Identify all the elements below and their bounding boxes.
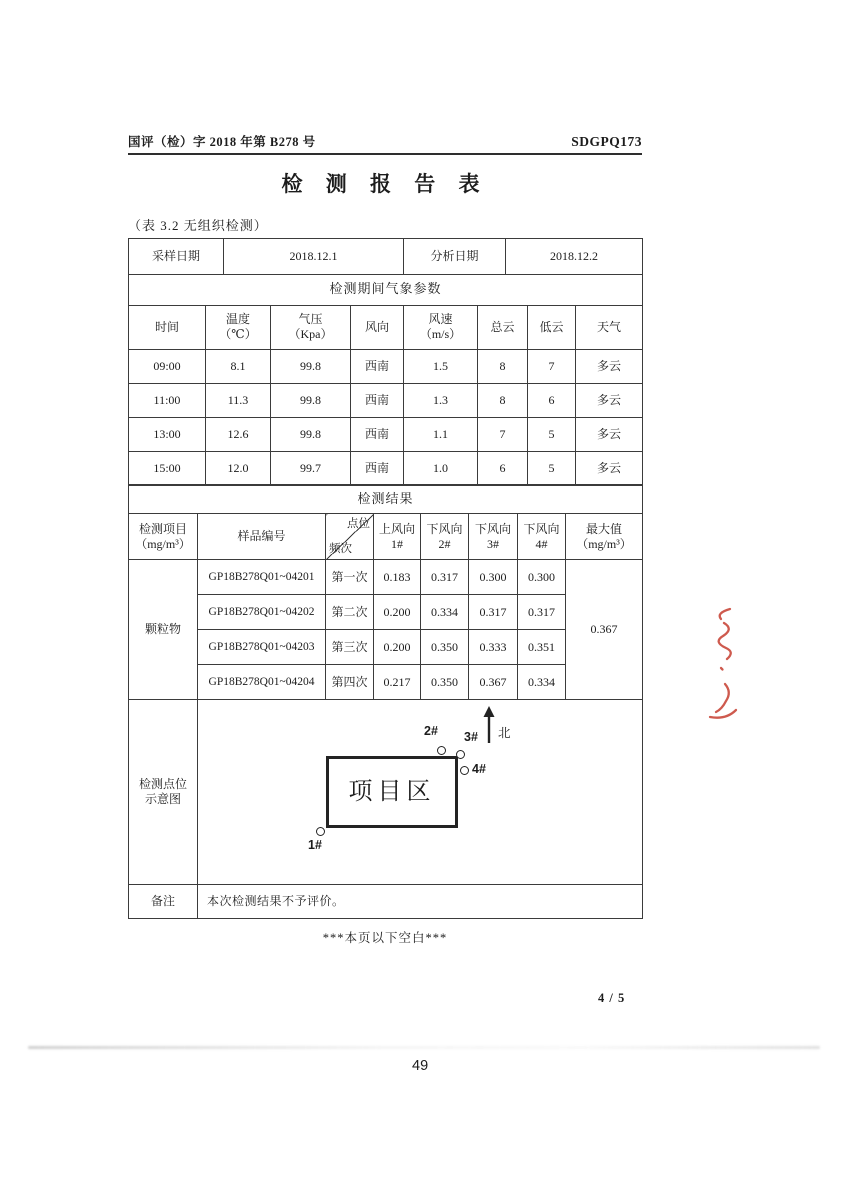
- weather-cell: 1.5: [404, 349, 478, 383]
- remark-label: 备注: [129, 885, 198, 919]
- sample-id: GP18B278Q01~04201: [198, 560, 326, 595]
- weather-cell: 多云: [576, 349, 643, 383]
- result-row: [129, 665, 643, 700]
- weather-cell: 8: [478, 349, 528, 383]
- col-header-pressure: 气压 （Kpa）: [271, 305, 351, 349]
- weather-cell: 西南: [351, 383, 404, 417]
- remark-text: 本次检测结果不予评价。: [198, 885, 643, 919]
- dates-table: [128, 238, 643, 275]
- col-header-max-value: 最大值 （mg/m³）: [566, 514, 643, 560]
- weather-row: [129, 417, 643, 451]
- sample-id: GP18B278Q01~04203: [198, 630, 326, 665]
- value-cell: 0.350: [421, 630, 469, 665]
- weather-cell: 1.1: [404, 417, 478, 451]
- result-row: [129, 630, 643, 665]
- col-header-item: 检测项目 （mg/m³）: [129, 514, 198, 560]
- monitoring-points-diagram: [198, 700, 643, 885]
- weather-cell: 99.8: [271, 349, 351, 383]
- item-name: 颗粒物: [129, 560, 198, 700]
- scan-shadow-line: [28, 1046, 820, 1049]
- blank-below-note: ***本页以下空白***: [322, 931, 448, 945]
- value-cell: 0.317: [421, 560, 469, 595]
- point-3-marker: [456, 750, 465, 759]
- sampling-date-value: 2018.12.1: [224, 239, 404, 275]
- point-4-label: 4#: [472, 762, 486, 776]
- sheet-page-indicator: 4 / 5: [598, 991, 626, 1005]
- point-1-marker: [316, 827, 325, 836]
- weather-cell: 西南: [351, 417, 404, 451]
- weather-cell: 6: [478, 451, 528, 485]
- analysis-date-label: 分析日期: [404, 239, 506, 275]
- col-header-total-cloud: 总云: [478, 305, 528, 349]
- value-cell: 0.200: [374, 595, 421, 630]
- result-row: [129, 595, 643, 630]
- sample-id: GP18B278Q01~04202: [198, 595, 326, 630]
- weather-cell: 09:00: [129, 349, 206, 383]
- value-cell: 0.300: [469, 560, 518, 595]
- analysis-date-value: 2018.12.2: [506, 239, 643, 275]
- value-cell: 0.300: [518, 560, 566, 595]
- col-header-low-cloud: 低云: [528, 305, 576, 349]
- project-area-box: [326, 756, 458, 828]
- sampling-date-label: 采样日期: [129, 239, 224, 275]
- weather-row: [129, 451, 643, 485]
- results-table: [128, 484, 643, 919]
- doc-code: SDGPQ173: [571, 134, 642, 149]
- value-cell: 0.317: [469, 595, 518, 630]
- weather-cell: 多云: [576, 451, 643, 485]
- weather-cell: 5: [528, 417, 576, 451]
- weather-cell: 多云: [576, 417, 643, 451]
- value-cell: 0.334: [421, 595, 469, 630]
- frequency: 第四次: [326, 665, 374, 700]
- col-header-point-frequency: [326, 514, 374, 560]
- col-header-downwind-2: 下风向 2#: [421, 514, 469, 560]
- weather-cell: 99.7: [271, 451, 351, 485]
- weather-cell: 5: [528, 451, 576, 485]
- handwritten-red-mark-icon: [700, 604, 746, 730]
- weather-cell: 6: [528, 383, 576, 417]
- weather-cell: 15:00: [129, 451, 206, 485]
- weather-cell: 多云: [576, 383, 643, 417]
- value-cell: 0.333: [469, 630, 518, 665]
- page-title: 检 测 报 告 表: [281, 172, 489, 196]
- value-cell: 0.200: [374, 630, 421, 665]
- weather-cell: 99.8: [271, 417, 351, 451]
- doc-number: 国评（检）字 2018 年第 B278 号: [128, 135, 316, 149]
- max-value: 0.367: [566, 560, 643, 700]
- col-header-upwind-1: 上风向 1#: [374, 514, 421, 560]
- weather-cell: 13:00: [129, 417, 206, 451]
- weather-cell: 8: [478, 383, 528, 417]
- point-4-marker: [460, 766, 469, 775]
- project-area-label: 项目区: [348, 779, 436, 805]
- point-2-marker: [437, 746, 446, 755]
- page-number: 49: [412, 1058, 429, 1074]
- value-cell: 0.183: [374, 560, 421, 595]
- value-cell: 0.334: [518, 665, 566, 700]
- weather-cell: 11.3: [206, 383, 271, 417]
- col-header-weather: 天气: [576, 305, 643, 349]
- weather-cell: 西南: [351, 349, 404, 383]
- weather-cell: 12.6: [206, 417, 271, 451]
- col-header-downwind-3: 下风向 3#: [469, 514, 518, 560]
- col-header-sample-id: 样品编号: [198, 514, 326, 560]
- sample-id: GP18B278Q01~04204: [198, 665, 326, 700]
- value-cell: 0.317: [518, 595, 566, 630]
- north-arrow-icon: [482, 706, 496, 744]
- value-cell: 0.367: [469, 665, 518, 700]
- frequency: 第二次: [326, 595, 374, 630]
- result-row: [129, 560, 643, 595]
- weather-cell: 99.8: [271, 383, 351, 417]
- weather-cell: 1.0: [404, 451, 478, 485]
- col-header-temperature: 温度 （℃）: [206, 305, 271, 349]
- document-header: [128, 132, 642, 155]
- corner-label-point: 点位: [347, 518, 370, 530]
- weather-table: [128, 274, 643, 486]
- frequency: 第三次: [326, 630, 374, 665]
- weather-cell: 8.1: [206, 349, 271, 383]
- frequency: 第一次: [326, 560, 374, 595]
- diagram-label: 检测点位 示意图: [129, 700, 198, 885]
- point-2-label: 2#: [424, 724, 438, 738]
- weather-cell: 西南: [351, 451, 404, 485]
- col-header-time: 时间: [129, 305, 206, 349]
- value-cell: 0.351: [518, 630, 566, 665]
- weather-cell: 7: [478, 417, 528, 451]
- results-section-title: 检测结果: [129, 485, 643, 514]
- weather-cell: 7: [528, 349, 576, 383]
- point-1-label: 1#: [308, 838, 322, 852]
- north-label: 北: [498, 726, 511, 740]
- weather-cell: 12.0: [206, 451, 271, 485]
- value-cell: 0.350: [421, 665, 469, 700]
- point-3-label: 3#: [464, 730, 478, 744]
- weather-section-title: 检测期间气象参数: [129, 274, 643, 305]
- col-header-downwind-4: 下风向 4#: [518, 514, 566, 560]
- report-sheet: [128, 132, 642, 946]
- corner-label-frequency: 频次: [329, 542, 352, 555]
- page-subtitle: （表 3.2 无组织检测）: [128, 218, 268, 233]
- weather-cell: 1.3: [404, 383, 478, 417]
- col-header-wind-speed: 风速 （m/s）: [404, 305, 478, 349]
- weather-cell: 11:00: [129, 383, 206, 417]
- col-header-wind-direction: 风向: [351, 305, 404, 349]
- weather-row: [129, 349, 643, 383]
- weather-row: [129, 383, 643, 417]
- value-cell: 0.217: [374, 665, 421, 700]
